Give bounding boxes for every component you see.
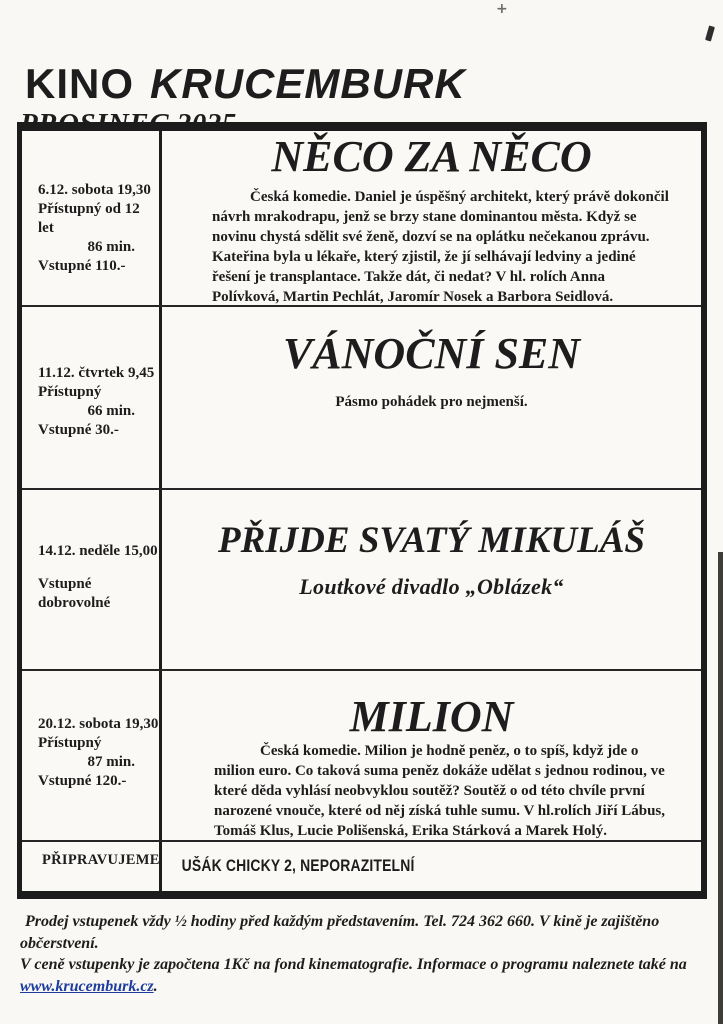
schedule-cell [22, 490, 162, 669]
schedule-cell [22, 671, 162, 840]
schedule-duration: 66 min. [87, 403, 135, 419]
upcoming-label: PŘIPRAVUJEME [22, 842, 162, 891]
schedule-price: Vstupné 120.- [38, 773, 127, 789]
schedule-duration: 87 min. [87, 754, 135, 770]
schedule-cell [22, 131, 162, 305]
footer-line-2: V ceně vstupenky je započtena 1Kč na fond kinematografie. Informace o programu naleznete také na [20, 956, 687, 973]
schedule-price: Vstupné 30.- [38, 422, 119, 438]
schedule-rating: Přístupný [38, 735, 102, 751]
schedule-date: 6.12. sobota 19,30 [38, 182, 151, 198]
schedule-date: 20.12. sobota 19,30 [38, 716, 159, 732]
movie-title: MILION [349, 692, 514, 741]
website-link[interactable]: www.krucemburk.cz [20, 977, 154, 995]
program-row-milion [22, 669, 701, 840]
footer-line-1: Prodej vstupenek vždy ½ hodiny před každým představením. Tel. 724 362 660. V kině je zajištěno občerstvení. [20, 913, 660, 952]
link-suffix: . [153, 977, 158, 995]
schedule-rating: Přístupný [38, 384, 102, 400]
page-title [25, 62, 466, 106]
program-row-vanocni-sen [22, 305, 701, 488]
cinema-word: KINO [25, 60, 134, 108]
schedule-price: Vstupné 110.- [38, 258, 126, 274]
schedule-price: Vstupné dobrovolné [38, 576, 111, 611]
upcoming-titles: UŠÁK CHICKY 2, NEPORAZITELNÍ [181, 856, 415, 875]
schedule-cell [22, 307, 162, 488]
movie-cell [162, 131, 701, 305]
movie-description: Česká komedie. Daniel je úspěšný architekt, který právě dokončil návrh mrakodrapu, jenž se brzy stane dominantou města. Když se novinu chystá sdělit své ženě, dozví se na oplátku nečekanou zprávu. Kateřina byla u lékaře, který zjistil, že jí selhávají ledviny a jediné řešení je transplantace. Takže dát, či nedat? V hl. rolích Anna Polívková, Martin Pechlát, Jaromír Nosek a Barbora Seidlová. [212, 189, 669, 305]
scan-edge-artifact [718, 552, 723, 1024]
scan-mark-artifact [705, 25, 715, 41]
schedule-rating: Přístupný od 12 let [38, 201, 140, 236]
spacer [38, 561, 159, 575]
schedule-date: 14.12. neděle 15,00 [38, 543, 158, 559]
footer-line-3 [20, 976, 710, 998]
schedule-date: 11.12. čtvrtek 9,45 [38, 365, 155, 381]
cinema-name: KRUCEMBURK [150, 60, 466, 108]
program-row-neco-za-neco [22, 131, 701, 305]
movie-subtitle: Loutkové divadlo „Oblázek“ [299, 574, 564, 599]
movie-title: VÁNOČNÍ SEN [282, 329, 581, 378]
movie-cell [162, 671, 701, 840]
movie-description: Česká komedie. Milion je hodně peněz, o to spíš, když jde o milion euro. Co taková suma peněz dokáže udělat s jednou rodinou, ve které děda vyhlásí neobvyklou soutěž? Soutěž o od této chvíle první narozené vnouče, které od něj získá tuhle sumu. V hl.rolích Jiří Lábus, Tomáš Klus, Lucie Polišenská, Erika Stárková a Marek Holý. [214, 743, 666, 839]
upcoming-row [22, 840, 701, 891]
program-row-prijde-svaty-mikulas [22, 488, 701, 669]
movie-title: PŘIJDE SVATÝ MIKULÁŠ [218, 520, 645, 561]
upcoming-cell [162, 842, 701, 891]
movie-cell [162, 307, 701, 488]
program-table [17, 122, 707, 899]
schedule-duration: 86 min. [87, 239, 135, 255]
movie-cell [162, 490, 701, 669]
scan-mark-artifact: + [496, 1, 508, 17]
movie-title: NĚCO ZA NĚCO [271, 132, 592, 181]
footer-note [20, 911, 710, 997]
movie-description: Pásmo pohádek pro nejmenší. [335, 394, 528, 410]
